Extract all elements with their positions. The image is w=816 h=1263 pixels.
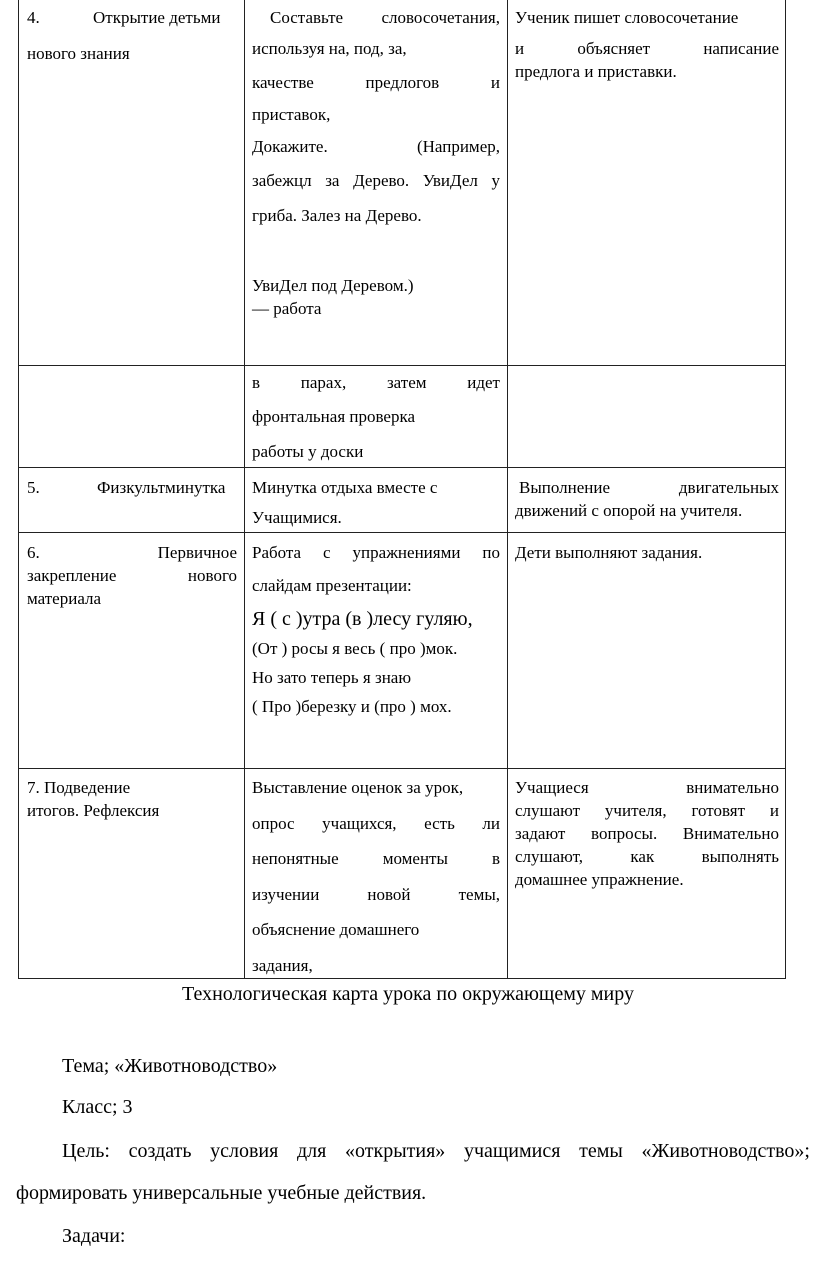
teacher-line: Докажите. (Например, (252, 137, 500, 156)
teacher-line: забежцл за Дерево. УвиДел у (252, 171, 500, 190)
student-cell-6 (515, 541, 779, 564)
student-line: Учащиеся внимательно (515, 778, 779, 797)
goal-line-continued: формировать универсальные учебные действия. (16, 1182, 427, 1204)
teacher-line: — работа (252, 299, 322, 318)
teacher-line: фронтальная проверка (252, 407, 416, 426)
teacher-line: используя на, под, за, (252, 39, 407, 58)
student-cell-4 (515, 6, 779, 83)
student-line: слушают учителя, готовят и (515, 801, 779, 820)
teacher-line: Учащимися. (252, 508, 342, 527)
stage-line: 7. Подведение (27, 778, 131, 797)
student-cell-5 (515, 476, 779, 522)
teacher-line: объяснение домашнего (252, 920, 420, 939)
stage-line: Открытие детьми (93, 8, 221, 27)
student-line: задают вопросы. Внимательно (515, 824, 779, 843)
teacher-line: работы у доски (252, 442, 364, 461)
teacher-line: качестве предлогов и (252, 73, 500, 92)
column-divider (244, 0, 245, 978)
row-divider (19, 365, 785, 366)
student-line: предлога и приставки. (515, 62, 677, 81)
student-line: слушают, как выполнять (515, 847, 779, 866)
teacher-line: непонятные моменты в (252, 849, 500, 868)
teacher-line: Составьте словосочетания, (270, 8, 500, 27)
teacher-line: Я ( с )утра (в )лесу гуляю, (252, 608, 473, 630)
stage-line: 4. (27, 8, 40, 27)
student-cell-7 (515, 776, 779, 891)
student-line: Выполнение двигательных (519, 478, 779, 497)
tasks-label: Задачи: (62, 1225, 126, 1247)
teacher-line: Выставление оценок за урок, (252, 778, 464, 797)
teacher-line: задания, (252, 956, 313, 975)
goal-line: Цель: создать условия для «открытия» учащимися темы «Животноводство»; (62, 1140, 810, 1162)
stage-cell-7 (27, 776, 237, 822)
grade-line: Класс; 3 (62, 1096, 133, 1118)
teacher-line: в парах, затем идет (252, 373, 500, 392)
row-divider (19, 467, 785, 468)
teacher-line: слайдам презентации: (252, 576, 412, 595)
row-divider (19, 532, 785, 533)
lesson-table (18, 0, 786, 979)
student-line: Ученик пишет словосочетание (515, 8, 739, 27)
stage-line: 6. Первичное (27, 543, 237, 562)
stage-line: нового знания (27, 44, 130, 63)
teacher-line: Минутка отдыха вместе с (252, 478, 438, 497)
stage-number: 5. (27, 478, 40, 497)
teacher-line: приставок, (252, 105, 331, 124)
stage-name: Физкультминутка (97, 478, 226, 497)
page-heading: Технологическая карта урока по окружающему миру (182, 983, 634, 1005)
teacher-cell-4 (252, 6, 500, 320)
teacher-line: гриба. Залез на Дерево. (252, 206, 422, 225)
column-divider (507, 0, 508, 978)
teacher-cell-7 (252, 776, 500, 977)
teacher-line: ( Про )березку и (про ) мох. (252, 697, 452, 716)
stage-line: закрепление нового (27, 566, 237, 585)
row-divider (19, 768, 785, 769)
teacher-line: опрос учащихся, есть ли (252, 814, 500, 833)
teacher-cell-6 (252, 541, 500, 718)
stage-line: итогов. Рефлексия (27, 801, 160, 820)
teacher-line: УвиДел под Деревом.) (252, 276, 414, 295)
stage-cell-6 (27, 541, 237, 610)
teacher-cell-4-cont (252, 371, 500, 463)
student-line: домашнее упражнение. (515, 870, 684, 889)
teacher-cell-5 (252, 476, 500, 529)
teacher-line: изучении новой темы, (252, 885, 500, 904)
teacher-line: Но зато теперь я знаю (252, 668, 412, 687)
topic-line: Тема; «Животноводство» (62, 1055, 278, 1077)
student-line: движений с опорой на учителя. (515, 501, 743, 520)
student-line: и объясняет написание (515, 39, 779, 58)
student-line: Дети выполняют задания. (515, 543, 703, 562)
stage-line: материала (27, 589, 102, 608)
teacher-line: (От ) росы я весь ( про )мок. (252, 639, 458, 658)
teacher-line: Работа с упражнениями по (252, 543, 500, 562)
